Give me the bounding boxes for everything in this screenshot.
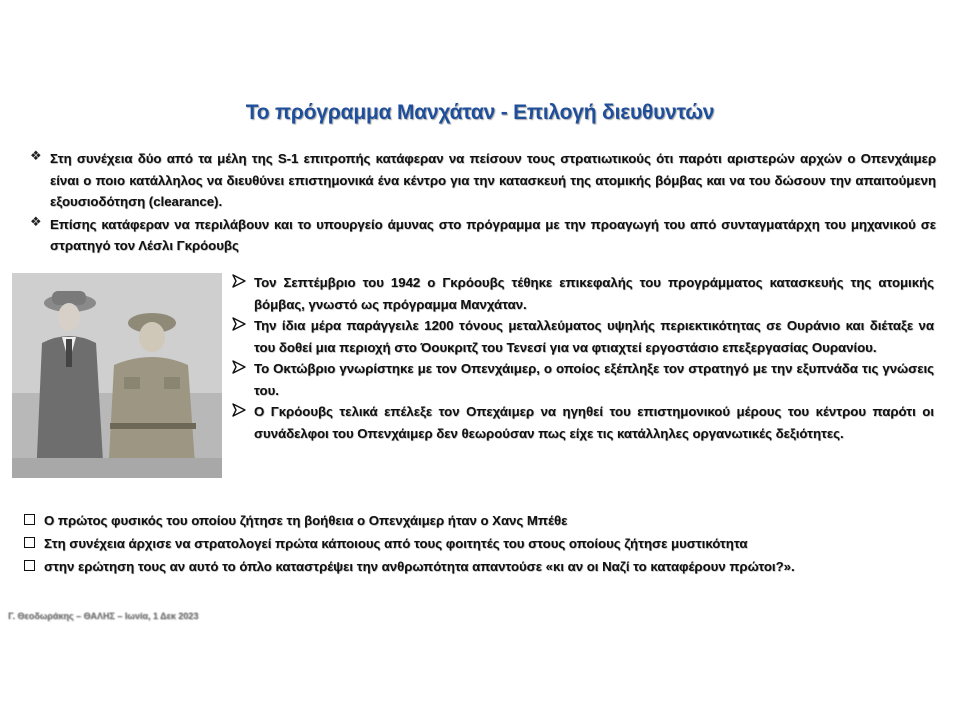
bullet-text: Την ίδια μέρα παράγγειλε 1200 τόνους μεταλλεύματος υψηλής περιεκτικότητας σε Ουράνιο και διέταξε να του δοθεί μια περιοχή στο Όουκριτζ του Τενεσί για να φτιαχτεί εργοστάσιο επεξεργασίας Ουρανίου. <box>254 318 934 355</box>
list-item <box>22 556 942 579</box>
bullet-text: Επίσης κατάφεραν να περιλάβουν και το υπουργείο άμυνας στο πρόγραμμα με την προαγωγή του από συνταγματάρχη του μηχανικού σε στρατηγό τον Λέσλι Γκρόουβς <box>50 216 936 253</box>
square-bullet-icon <box>24 537 35 548</box>
top-bullet-list <box>26 148 936 258</box>
diamond-bullet-icon: ❖ <box>30 213 42 229</box>
list-item <box>26 214 936 257</box>
bullet-text: Στη συνέχεια άρχισε να στρατολογεί πρώτα κάποιους από τους φοιτητές του στους οποίους ζήτησε μυστικότητα <box>44 536 748 551</box>
list-item <box>22 510 942 533</box>
bullet-text: Το Οκτώβριο γνωρίστηκε με τον Οπενχάιμερ, ο οποίος εξέπληξε τον στρατηγό με την εξυπνάδα τις γνώσεις του. <box>254 361 934 398</box>
historical-photo <box>12 273 222 478</box>
bullet-text: στην ερώτηση τους αν αυτό το όπλο καταστρέψει την ανθρωπότητα απαντούσε «κι αν οι Ναζί το καταφέρουν πρώτοι?». <box>44 559 795 574</box>
footer-credit: Γ. Θεοδωράκης – ΘΑΛΗΣ – Ιωνία, 1 Δεκ 2023 <box>8 611 199 621</box>
square-bullet-icon <box>24 514 35 525</box>
list-item <box>232 315 934 358</box>
bullet-text: Ο πρώτος φυσικός του οποίου ζήτησε τη βοήθεια ο Οπενχάιμερ ήταν ο Χανς Μπέθε <box>44 513 568 528</box>
list-item <box>232 401 934 444</box>
bullet-text: Ο Γκρόουβς τελικά επέλεξε τον Οπεχάιμερ να ηγηθεί του επιστημονικού μέρους του κέντρου παρότι οι συνάδελφοι του Οπενχάιμερ δεν θεωρούσαν πως είχε τις κατάλληλες οργανωτικές δεξιότητες. <box>254 404 934 441</box>
arrow-bullet-icon <box>232 360 246 374</box>
list-item <box>26 148 936 213</box>
arrow-bullet-icon <box>232 403 246 417</box>
slide-title: Το πρόγραμμα Μανχάταν - Επιλογή διευθυντών <box>245 101 715 124</box>
arrow-bullet-list <box>232 272 934 444</box>
bullet-text: Στη συνέχεια δύο από τα μέλη της S-1 επιτροπής κατάφεραν να πείσουν τους στρατιωτικούς ότι παρότι αριστερών αρχών ο Οπενχάιμερ είναι ο ποιο κατάλληλος να διευθύνει επιστημονικά ένα κέντρο για την κατασκευή της ατομικής βόμβας και να του δώσουν την απαιτούμενη εξουσιοδότηση (clearance). <box>50 151 936 209</box>
diamond-bullet-icon: ❖ <box>30 148 42 163</box>
arrow-bullet-icon <box>232 317 246 331</box>
list-item <box>232 358 934 401</box>
square-bullet-icon <box>24 560 35 571</box>
list-item <box>232 272 934 315</box>
arrow-bullet-icon <box>232 274 246 288</box>
list-item <box>22 533 942 556</box>
photo-illustration <box>12 273 222 478</box>
bullet-text: Τον Σεπτέμβριο του 1942 ο Γκρόουβς τέθηκε επικεφαλής του προγράμματος κατασκευής της ατομικής βόμβας, γνωστό ως πρόγραμμα Μανχάταν. <box>254 275 934 312</box>
box-bullet-list <box>22 510 942 579</box>
